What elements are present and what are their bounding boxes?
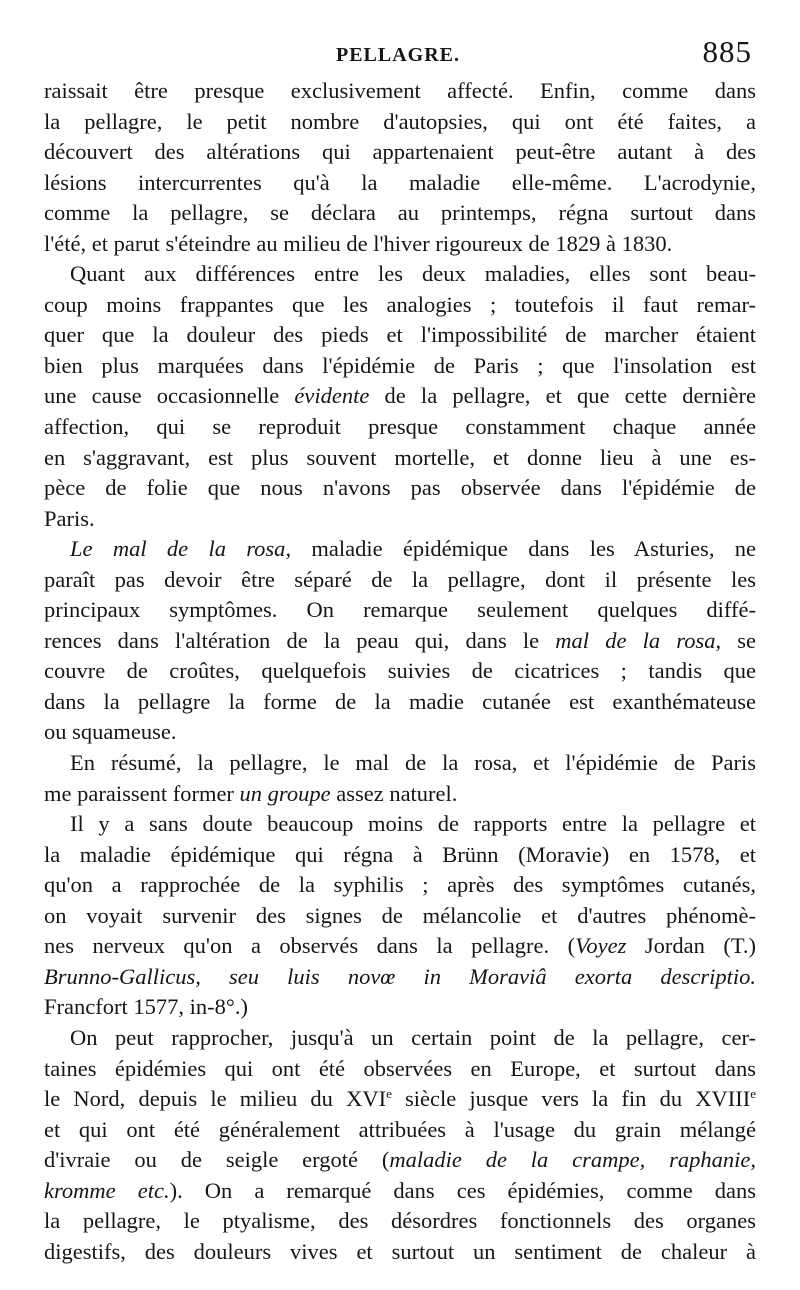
text-segment: assez naturel. — [330, 780, 458, 806]
text-line — [44, 259, 756, 290]
text-line — [44, 137, 756, 168]
text-line — [44, 656, 756, 687]
text-segment: pèce de folie que nous n'avons pas observée dans l'épidémie de — [44, 475, 756, 501]
text-segment: paraît pas devoir être séparé de la pellagre, dont il présente les — [44, 566, 756, 592]
italic-text: maladie de la crampe, raphanie, — [389, 1147, 756, 1173]
text-segment: Paris. — [44, 505, 95, 531]
text-line — [44, 229, 756, 260]
text-line — [44, 1084, 756, 1115]
text-segment: découvert des altérations qui appartenaient peut-être autant à des — [44, 139, 756, 165]
text-line — [44, 76, 756, 107]
italic-text: kromme etc. — [44, 1177, 170, 1203]
text-segment: digestifs, des douleurs vives et surtout un sentiment de chaleur à — [44, 1238, 756, 1264]
text-segment: Quant aux différences entre les deux maladies, elles sont beau- — [70, 261, 756, 287]
text-line — [44, 1145, 756, 1176]
text-line — [44, 779, 756, 810]
superscript: e — [386, 1086, 392, 1102]
italic-text: Brunno-Gallicus, seu luis novœ in Moraviâ exorta descriptio. — [44, 963, 756, 989]
text-segment: d'ivraie ou de seigle ergoté ( — [44, 1147, 390, 1173]
text-line — [44, 381, 756, 412]
text-line — [44, 1206, 756, 1237]
running-head-title: PELLAGRE. — [335, 44, 461, 66]
text-segment: qu'on a rapprochée de la syphilis ; après des symptômes cutanés, — [44, 872, 756, 898]
page-number: 885 — [702, 34, 752, 69]
text-segment: siècle jusque vers la fin du XVIII — [391, 1086, 751, 1112]
text-line — [44, 840, 756, 871]
text-line — [44, 1237, 756, 1268]
text-line — [44, 901, 756, 932]
body-text — [44, 76, 756, 1267]
text-segment: la pellagre, le petit nombre d'autopsies, qui ont été faites, a — [44, 108, 756, 134]
text-line — [44, 504, 756, 535]
text-segment: lésions intercurrentes qu'à la maladie elle-même. L'acrodynie, — [44, 169, 756, 195]
text-segment: bien plus marquées dans l'épidémie de Paris ; que l'insolation est — [44, 352, 756, 378]
text-segment: ou squameuse. — [44, 719, 177, 745]
text-line — [44, 870, 756, 901]
text-segment: comme la pellagre, se déclara au printemps, régna surtout dans — [44, 200, 756, 226]
text-line — [44, 748, 756, 779]
text-segment: En résumé, la pellagre, le mal de la rosa, et l'épidémie de Paris — [70, 750, 756, 776]
text-line — [44, 412, 756, 443]
text-segment: quer que la douleur des pieds et l'impossibilité de marcher étaient — [44, 322, 756, 348]
text-line — [44, 443, 756, 474]
text-line — [44, 626, 756, 657]
text-line — [44, 931, 756, 962]
text-segment: de la pellagre, et que cette dernière — [369, 383, 756, 409]
text-line — [44, 290, 756, 321]
text-line — [44, 534, 756, 565]
text-segment: , maladie épidémique dans les Asturies, ne — [285, 536, 756, 562]
italic-text: Voyez — [575, 933, 627, 959]
text-line — [44, 320, 756, 351]
text-line — [44, 717, 756, 748]
running-head — [44, 34, 752, 74]
text-segment: couvre de croûtes, quelquefois suivies de cicatrices ; tandis que — [44, 658, 756, 684]
text-segment: nes nerveux qu'on a observés dans la pellagre. ( — [44, 933, 576, 959]
text-line — [44, 198, 756, 229]
text-segment: Francfort 1577, in-8°.) — [44, 994, 248, 1020]
text-line — [44, 168, 756, 199]
text-line — [44, 1115, 756, 1146]
text-segment: me paraissent former — [44, 780, 240, 806]
italic-text: mal de la rosa — [555, 627, 716, 653]
text-line — [44, 351, 756, 382]
text-line — [44, 809, 756, 840]
text-line — [44, 1176, 756, 1207]
superscript: e — [750, 1086, 756, 1102]
text-segment: , se — [715, 627, 756, 653]
text-segment: dans la pellagre la forme de la madie cutanée est exanthémateuse — [44, 688, 756, 714]
text-segment: et qui ont été généralement attribuées à l'usage du grain mélangé — [44, 1116, 756, 1142]
text-segment: raissait être presque exclusivement affecté. Enfin, comme dans — [44, 78, 756, 103]
text-segment: rences dans l'altération de la peau qui, dans le — [44, 627, 556, 653]
text-line — [44, 962, 756, 993]
text-segment: la maladie épidémique qui régna à Brünn (Moravie) en 1578, et — [44, 841, 756, 867]
text-line — [44, 595, 756, 626]
text-line — [44, 107, 756, 138]
text-line — [44, 473, 756, 504]
text-segment: taines épidémies qui ont été observées en Europe, et surtout dans — [44, 1055, 756, 1081]
text-segment: principaux symptômes. On remarque seulement quelques diffé- — [44, 597, 756, 623]
text-segment: On peut rapprocher, jusqu'à un certain point de la pellagre, cer- — [70, 1024, 756, 1050]
text-segment: on voyait survenir des signes de mélancolie et d'autres phénomè- — [44, 902, 756, 928]
text-segment: Il y a sans doute beaucoup moins de rapports entre la pellagre et — [70, 811, 756, 837]
text-segment: ). On a remarqué dans ces épidémies, comme dans — [169, 1177, 756, 1203]
text-segment: coup moins frappantes que les analogies ; toutefois il faut remar- — [44, 291, 756, 317]
text-segment: le Nord, depuis le milieu du XVI — [44, 1086, 387, 1112]
italic-text: évidente — [294, 383, 370, 409]
text-segment: affection, qui se reproduit presque constamment chaque année — [44, 414, 756, 440]
text-line — [44, 1054, 756, 1085]
text-segment: la pellagre, le ptyalisme, des désordres fonctionnels des organes — [44, 1208, 756, 1234]
italic-text: Le mal de la rosa — [70, 536, 286, 562]
text-line — [44, 992, 756, 1023]
text-line — [44, 687, 756, 718]
text-segment: une cause occasionnelle — [44, 383, 295, 409]
italic-text: un groupe — [239, 780, 331, 806]
text-line — [44, 1023, 756, 1054]
text-line — [44, 565, 756, 596]
text-segment: Jordan (T.) — [626, 933, 756, 959]
text-segment: l'été, et parut s'éteindre au milieu de l'hiver rigoureux de 1829 à 1830. — [44, 230, 673, 256]
text-segment: en s'aggravant, est plus souvent mortelle, et donne lieu à une es- — [44, 444, 756, 470]
